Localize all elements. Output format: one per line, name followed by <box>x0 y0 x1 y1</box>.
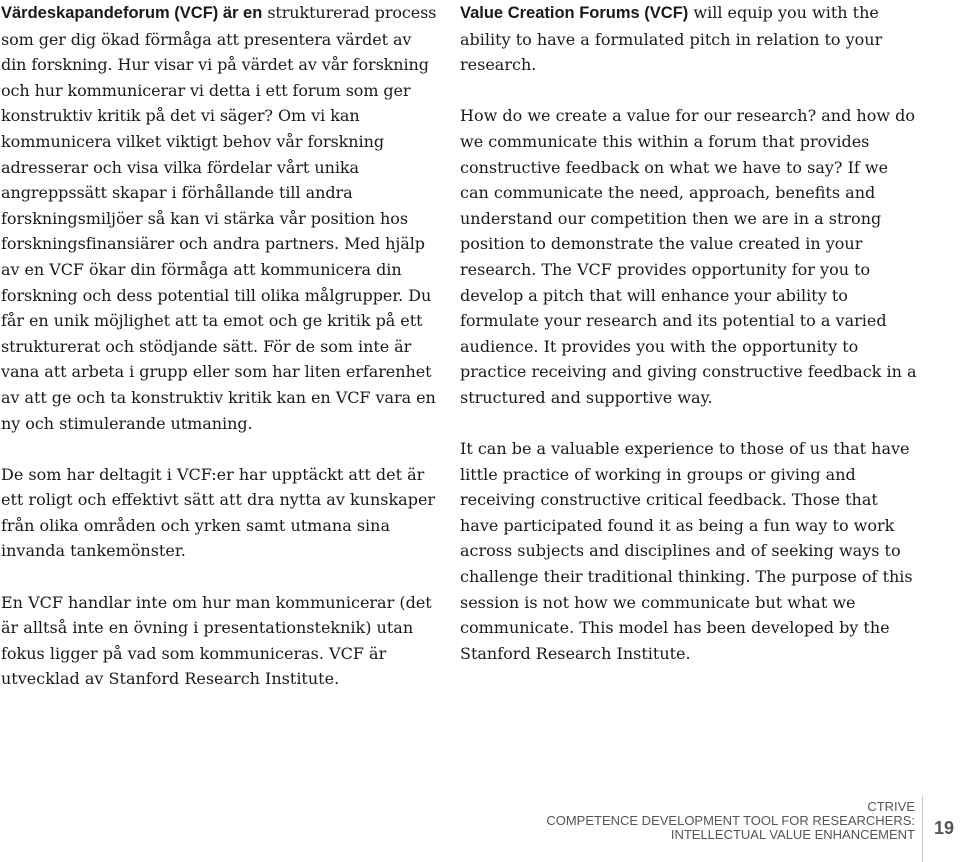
footer-divider <box>922 796 923 862</box>
page-footer <box>0 796 960 862</box>
swedish-intro-lead: Värdeskapandeforum (VCF) är en <box>1 4 263 22</box>
english-experience-paragraph: It can be a valuable experience to those of us that have little practice of working in groups or giving and receiving constructive critical feedback. Those that have participated found it as being a fun way to work across subjects and disciplines and of seeking ways to challenge their traditional thinking. The purpose of this session is not how we communicate but what we communicate. This model has been developed by the Stanford Research Institute. <box>460 439 913 663</box>
english-intro-text: will equip you with the ability to have a formulated pitch in relation to your research. <box>460 3 883 75</box>
swedish-participants-paragraph: De som har deltagit i VCF:er har upptäckt att det är ett roligt och effektivt sätt att dra nytta av kunskaper från olika områden och yrken samt utmana sina invanda tankemönster. <box>1 464 436 561</box>
footer-brand: CTRIVE <box>867 799 915 814</box>
swedish-intro-text: strukturerad process som ger dig ökad förmåga att presentera värdet av din forskning. Hur visar vi på värdet av vår forskning och hur kommunicerar vi detta i ett forum som ger konstruktiv kritik på det vi säger? <box>1 3 437 126</box>
swedish-intro-paragraph <box>1 0 441 436</box>
swedish-intro-text-continued: Om vi kan kommunicera vilket viktigt behov vår forskning adresserar och visa vilka fördelar vårt unika angreppssätt skapar i förhållande till andra forskningsmiljöer så kan vi stärka vår position hos forskningsfinansiärer och andra partners. Med hjälp av en VCF ökar din förmåga att kommunicera din forskning och dess potential till olika målgrupper. Du får en unik möjlighet att ta emot och ge kritik på ett strukturerat och stödjande sätt. För de som inte är vana att arbeta i grupp eller som har liten erfarenhet av att ge och ta konstruktiv kritik kan en VCF vara en ny och stimulerande utmaning. <box>1 106 436 433</box>
footer-subtitle-line-1: COMPETENCE DEVELOPMENT TOOL FOR RESEARCHERS: <box>546 813 915 828</box>
swedish-column <box>1 0 441 692</box>
english-value-paragraph: How do we create a value for our research? and how do we communicate this within a forum that provides constructive feedback on what we have to say? If we can communicate the need, approach, benefits and understand our competition then we are in a strong position to demonstrate the value created in your research. The VCF provides opportunity for you to develop a pitch that will enhance your ability to formulate your research and its potential to a varied audience. It provides you with the opportunity to practice receiving and giving constructive feedback in a structured and supportive way. <box>460 106 917 407</box>
english-column <box>460 0 920 666</box>
footer-subtitle-line-2: INTELLECTUAL VALUE ENHANCEMENT <box>670 827 915 842</box>
english-intro-paragraph <box>460 0 920 78</box>
english-intro-lead: Value Creation Forums (VCF) <box>460 4 689 22</box>
footer-title-block <box>546 800 915 842</box>
page-number: 19 <box>934 818 955 838</box>
swedish-focus-paragraph: En VCF handlar inte om hur man kommunicerar (det är alltså inte en övning i presentationsteknik) utan fokus ligger på vad som kommuniceras. VCF är utvecklad av Stanford Research Institute. <box>1 592 432 689</box>
